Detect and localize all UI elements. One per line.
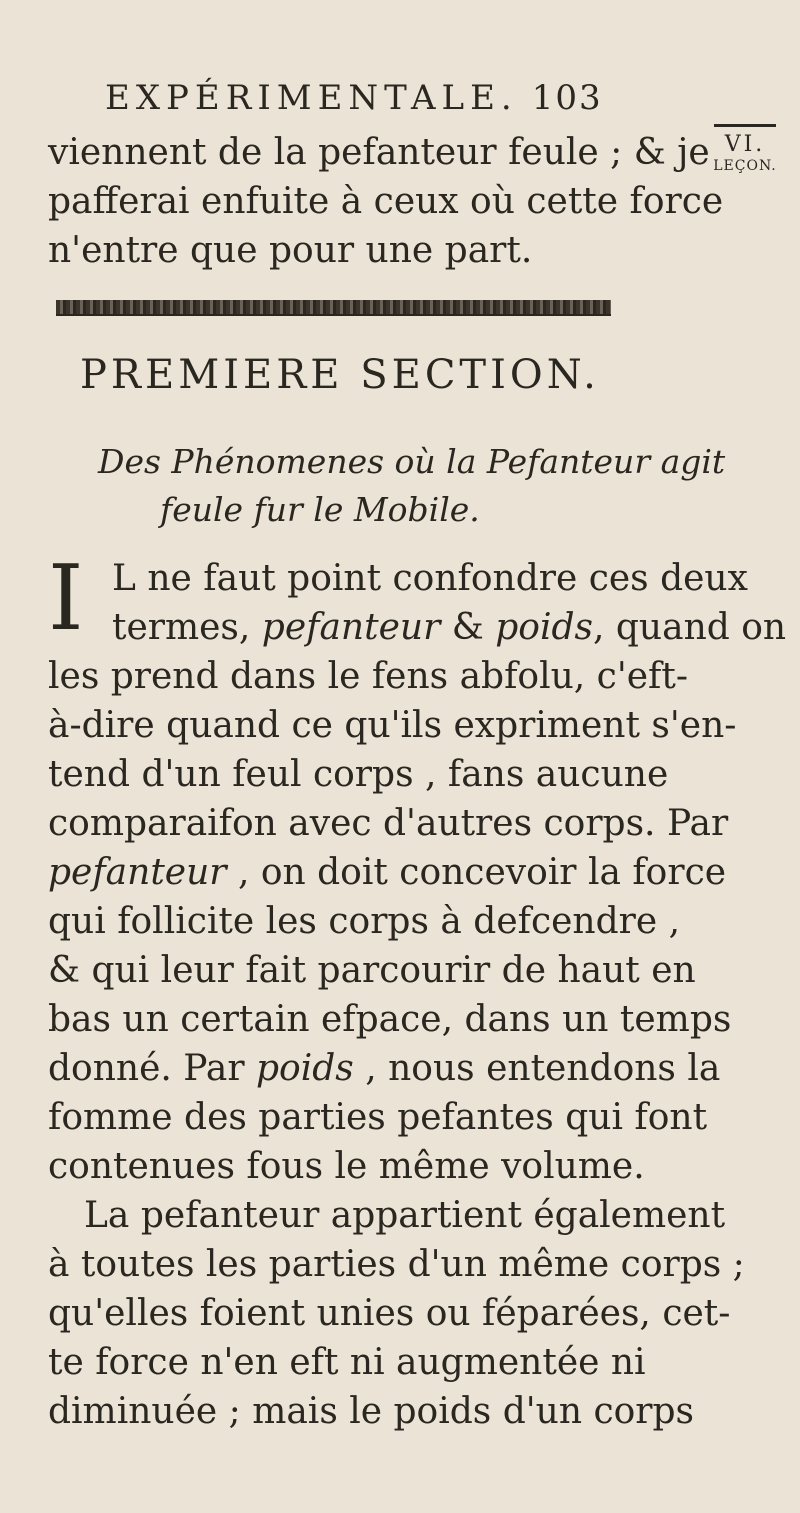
paragraph-1-line-11: donné. Par poids , nous entendons la: [48, 1048, 721, 1089]
section-title: PREMIERE SECTION.: [80, 352, 600, 398]
section-subtitle-line-2: feule fur le Mobile.: [160, 490, 480, 529]
running-header: [105, 78, 665, 118]
running-title: EXPÉRIMENTALE.: [105, 78, 518, 118]
paragraph-1-line-12: fomme des parties pefantes qui font: [48, 1097, 708, 1138]
paragraph-2-line-3: qu'elles foient unies ou féparées, cet-: [48, 1293, 731, 1334]
paragraph-1-line-7: pefanteur , on doit concevoir la force: [48, 852, 727, 893]
paragraph-1-line-10: bas un certain efpace, dans un temps: [48, 999, 732, 1040]
margin-rule: [714, 124, 776, 127]
lesson-label: LEÇON.: [713, 158, 777, 174]
paragraph-2-line-4: te force n'en eft ni augmentée ni: [48, 1342, 646, 1383]
paragraph-2-line-1: La pefanteur appartient également: [84, 1195, 726, 1236]
paragraph-1-line-9: & qui leur fait parcourir de haut en: [48, 950, 696, 991]
lesson-number: VI.: [724, 132, 766, 157]
section-subtitle-line-1: Des Phénomenes où la Pefanteur agit: [98, 442, 726, 481]
paragraph-1-line-8: qui follicite les corps à defcendre ,: [48, 901, 681, 942]
paragraph-1-line-2: termes, pefanteur & poids, quand on: [112, 607, 787, 648]
paragraph-1-line-1: L ne faut point confondre ces deux: [112, 558, 748, 599]
intro-line-2: pafferai enfuite à ceux où cette force: [48, 181, 724, 222]
ornamental-rule: [56, 300, 611, 316]
paragraph-1-line-13: contenues fous le même volume.: [48, 1146, 645, 1187]
paragraph-2-line-5: diminuée ; mais le poids d'un corps: [48, 1391, 695, 1432]
page-number: 103: [531, 78, 603, 118]
intro-line-3: n'entre que pour une part.: [48, 230, 533, 271]
intro-line-1: viennent de la pefanteur feule ; & je: [48, 132, 710, 173]
paragraph-1-line-3: les prend dans le fens abfolu, c'eft-: [48, 656, 688, 697]
margin-note: [700, 124, 790, 175]
paragraph-1-line-6: comparaifon avec d'autres corps. Par: [48, 803, 729, 844]
paragraph-1-line-5: tend d'un feul corps , fans aucune: [48, 754, 669, 795]
paragraph-2-line-2: à toutes les parties d'un même corps ;: [48, 1244, 745, 1285]
paragraph-1-line-4: à-dire quand ce qu'ils expriment s'en-: [48, 705, 737, 746]
drop-cap: I: [48, 546, 84, 651]
